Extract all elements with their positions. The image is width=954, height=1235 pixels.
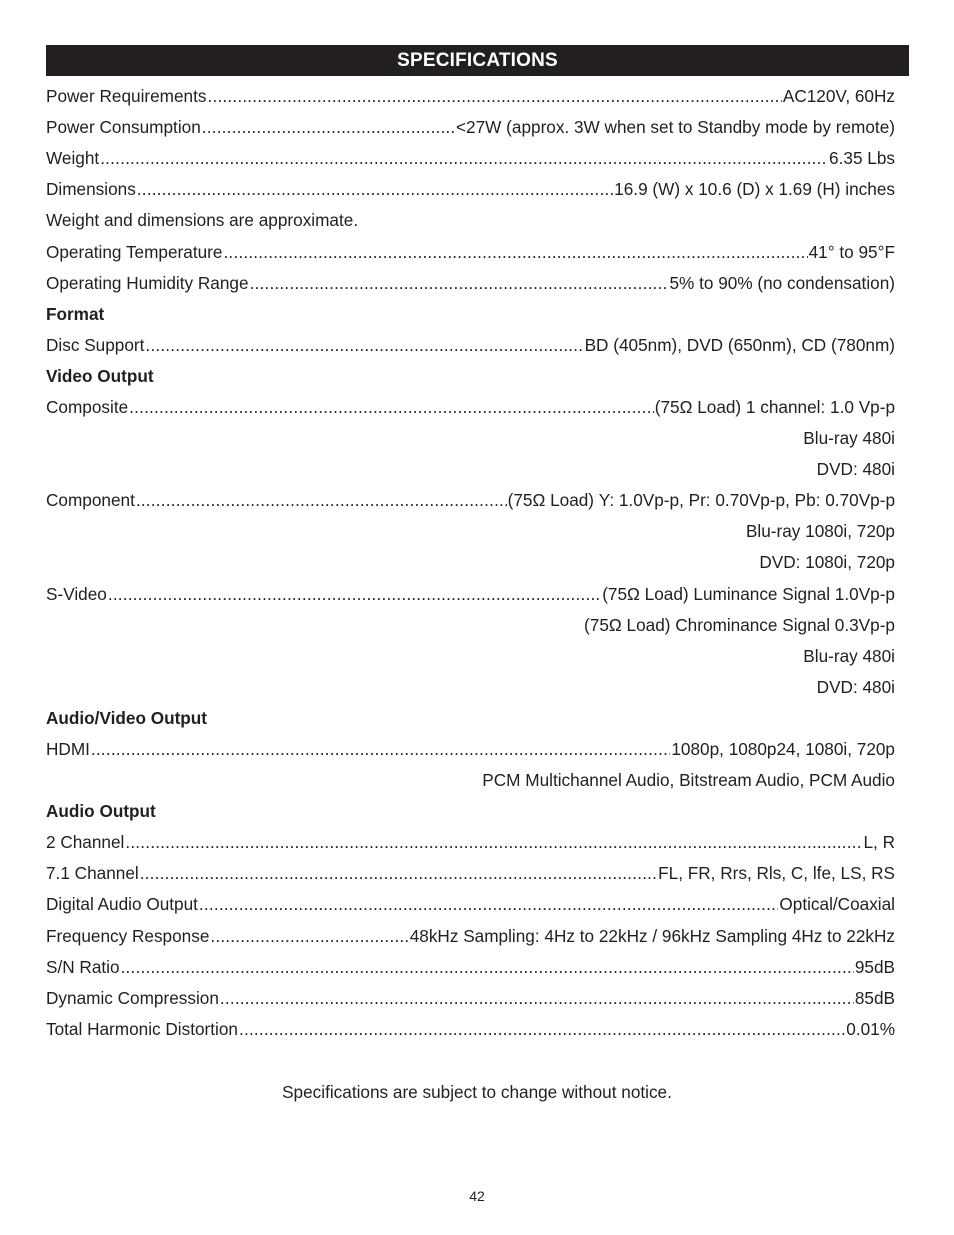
spec-continuation-row [46,765,895,796]
page-number: 42 [469,1188,485,1204]
section-title: Format [46,303,105,324]
dot-leader [202,117,455,138]
spec-label: Digital Audio Output [46,894,198,915]
spec-value: 6.35 Lbs [829,148,895,169]
spec-value: 16.9 (W) x 10.6 (D) x 1.69 (H) inches [614,179,895,200]
spec-row [46,734,895,765]
spec-continuation-row [46,547,895,578]
note-row [46,205,895,236]
note-text: Weight and dimensions are approximate. [46,210,359,231]
spec-label: 7.1 Channel [46,863,139,884]
spec-list [46,81,895,1045]
spec-value: (75Ω Load) 1 channel: 1.0 Vp-p [654,396,895,417]
spec-value: 5% to 90% (no condensation) [669,272,895,293]
spec-row [46,330,895,361]
spec-label: Dynamic Compression [46,987,219,1008]
page-title: SPECIFICATIONS [397,49,558,71]
spec-row [46,268,895,299]
spec-label: Disc Support [46,334,145,355]
spec-row [46,392,895,423]
dot-leader [125,832,862,853]
spec-label: S-Video [46,583,107,604]
spec-value: DVD: 480i [816,459,895,480]
spec-label: Power Requirements [46,86,207,107]
dot-leader [108,584,601,605]
spec-value: 1080p, 1080p24, 1080i, 720p [671,739,895,760]
spec-value: BD (405nm), DVD (650nm), CD (780nm) [584,334,895,355]
dot-leader [137,179,613,200]
spec-value: Blu-ray 1080i, 720p [745,521,895,542]
spec-label: 2 Channel [46,832,125,853]
spec-value: Optical/Coaxial [779,894,895,915]
spec-row [46,921,895,952]
spec-value: 48kHz Sampling: 4Hz to 22kHz / 96kHz Sampling 4Hz to 22kHz [409,925,895,946]
dot-leader [199,894,778,915]
dot-leader [91,739,670,760]
spec-value: <27W (approx. 3W when set to Standby mode by remote) [456,117,895,138]
spec-continuation-row [46,610,895,641]
spec-label: S/N Ratio [46,956,120,977]
spec-value: PCM Multichannel Audio, Bitstream Audio, PCM Audio [482,770,895,791]
spec-value: 41° to 95°F [808,241,895,262]
dot-leader [100,148,828,169]
spec-label: Operating Temperature [46,241,223,262]
specifications-header [46,45,909,76]
dot-leader [121,957,854,978]
spec-label: Operating Humidity Range [46,272,249,293]
spec-value: (75Ω Load) Y: 1.0Vp-p, Pr: 0.70Vp-p, Pb: 0.70Vp-p [507,490,895,511]
dot-leader [145,335,583,356]
spec-value: DVD: 1080i, 720p [759,552,895,573]
spec-value: 95dB [854,956,895,977]
spec-continuation-row [46,423,895,454]
dot-leader [220,988,854,1009]
spec-value: (75Ω Load) Luminance Signal 1.0Vp-p [602,583,895,604]
section-title: Video Output [46,365,154,386]
spec-value: DVD: 480i [816,676,895,697]
spec-label: HDMI [46,739,90,760]
dot-leader [208,86,782,107]
spec-continuation-row [46,516,895,547]
spec-row [46,952,895,983]
section-title: Audio Output [46,801,156,822]
spec-row [46,889,895,920]
dot-leader [223,242,807,263]
spec-row [46,579,895,610]
dot-leader [239,1019,845,1040]
spec-row [46,485,895,516]
spec-continuation-row [46,641,895,672]
spec-value: Blu-ray 480i [803,428,895,449]
spec-label: Total Harmonic Distortion [46,1018,238,1039]
spec-row [46,81,895,112]
dot-leader [140,863,657,884]
spec-label: Composite [46,396,129,417]
dot-leader [250,273,669,294]
spec-row [46,827,895,858]
spec-value: Blu-ray 480i [803,645,895,666]
spec-label: Power Consumption [46,117,201,138]
spec-continuation-row [46,454,895,485]
spec-row [46,174,895,205]
spec-label: Frequency Response [46,925,210,946]
dot-leader [129,397,654,418]
spec-value: AC120V, 60Hz [782,86,895,107]
spec-label: Component [46,490,135,511]
section-heading [46,796,895,827]
spec-label: Dimensions [46,179,136,200]
footer-note: Specifications are subject to change without notice. [282,1082,672,1102]
section-heading [46,703,895,734]
dot-leader [136,490,507,511]
section-heading [46,299,895,330]
spec-value: L, R [863,832,895,853]
spec-row [46,858,895,889]
spec-row [46,112,895,143]
section-title: Audio/Video Output [46,707,208,728]
spec-row [46,1014,895,1045]
spec-value: (75Ω Load) Chrominance Signal 0.3Vp-p [584,614,895,635]
section-heading [46,361,895,392]
spec-row [46,983,895,1014]
dot-leader [210,926,408,947]
spec-value: 85dB [854,987,895,1008]
spec-row [46,143,895,174]
spec-label: Weight [46,148,100,169]
spec-continuation-row [46,672,895,703]
spec-value: 0.01% [846,1018,895,1039]
spec-row [46,236,895,267]
spec-value: FL, FR, Rrs, Rls, C, lfe, LS, RS [658,863,895,884]
